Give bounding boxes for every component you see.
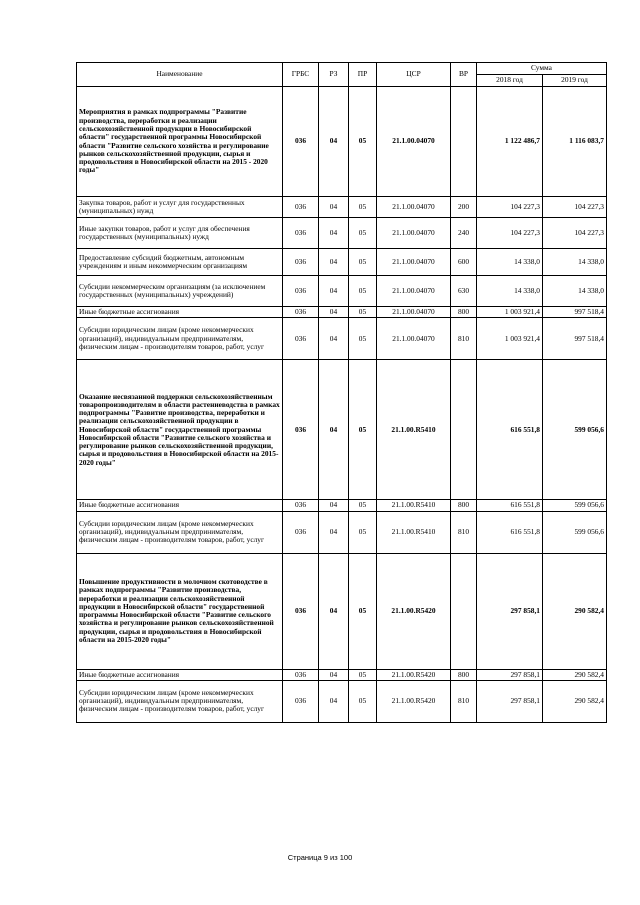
row-rz: 04 [319, 680, 349, 722]
page-number: Страница 9 из 100 [287, 853, 353, 862]
row-csr: 21.1.00.R5420 [377, 669, 451, 680]
row-sum-2018: 14 338,0 [477, 276, 543, 307]
row-sum-2018: 297 858,1 [477, 553, 543, 669]
row-sum-2019: 599 056,6 [543, 511, 607, 553]
row-rz: 04 [319, 318, 349, 360]
row-csr: 21.1.00.04070 [377, 318, 451, 360]
row-csr: 21.1.00.04070 [377, 87, 451, 197]
table-body [77, 87, 607, 723]
row-pr: 05 [349, 511, 377, 553]
row-csr: 21.1.00.04070 [377, 218, 451, 249]
row-rz: 04 [319, 276, 349, 307]
row-sum-2018: 1 122 486,7 [477, 87, 543, 197]
row-grbs: 036 [283, 218, 319, 249]
row-vr: 810 [451, 511, 477, 553]
row-vr: 800 [451, 669, 477, 680]
row-vr: 810 [451, 680, 477, 722]
table-row [77, 360, 607, 500]
row-name: Закупка товаров, работ и услуг для государственных (муниципальных) нужд [77, 197, 283, 218]
row-grbs: 036 [283, 360, 319, 500]
row-rz: 04 [319, 307, 349, 318]
row-grbs: 036 [283, 307, 319, 318]
row-sum-2018: 104 227,3 [477, 197, 543, 218]
row-grbs: 036 [283, 276, 319, 307]
row-name: Субсидии некоммерческим организациям (за исключением государственных (муниципальных) учреждений) [77, 276, 283, 307]
header-csr: ЦСР [377, 63, 451, 87]
row-rz: 04 [319, 87, 349, 197]
row-rz: 04 [319, 249, 349, 276]
table-row [77, 680, 607, 722]
row-sum-2018: 616 551,8 [477, 511, 543, 553]
row-grbs: 036 [283, 87, 319, 197]
row-grbs: 036 [283, 249, 319, 276]
row-grbs: 036 [283, 318, 319, 360]
row-sum-2019: 1 116 083,7 [543, 87, 607, 197]
row-pr: 05 [349, 680, 377, 722]
table-row [77, 553, 607, 669]
row-sum-2018: 104 227,3 [477, 218, 543, 249]
row-vr: 600 [451, 249, 477, 276]
table-row [77, 318, 607, 360]
row-vr: 800 [451, 500, 477, 511]
table-row [77, 276, 607, 307]
row-vr [451, 553, 477, 669]
row-rz: 04 [319, 553, 349, 669]
row-grbs: 036 [283, 511, 319, 553]
row-name: Иные бюджетные ассигнования [77, 307, 283, 318]
row-name: Повышение продуктивности в молочном скотоводстве в рамках подпрограммы "Развитие производства, переработки и реализации сельскохозяйственной продукции в Новосибирской области" государственной программы Новосибирской области "Развитие сельского хозяйства и регулирование рынков сельскохозяйственной продукции, сырья и продовольствия в Новосибирской области на 2015-2020 годы" [77, 553, 283, 669]
row-rz: 04 [319, 197, 349, 218]
header-rz: РЗ [319, 63, 349, 87]
row-rz: 04 [319, 500, 349, 511]
row-sum-2019: 599 056,6 [543, 500, 607, 511]
row-pr: 05 [349, 307, 377, 318]
row-sum-2019: 290 582,4 [543, 553, 607, 669]
row-vr [451, 87, 477, 197]
row-vr: 200 [451, 197, 477, 218]
row-vr: 800 [451, 307, 477, 318]
row-csr: 21.1.00.R5410 [377, 500, 451, 511]
header-sum: Сумма [477, 63, 607, 75]
row-pr: 05 [349, 218, 377, 249]
row-name: Мероприятия в рамках подпрограммы "Развитие производства, переработки и реализации сельскохозяйственной продукции в Новосибирской области" государственной программы Новосибирской области "Развитие сельского хозяйства и регулирование рынков сельскохозяйственной продукции, сырья и продовольствия в Новосибирской области на 2015 - 2020 годы" [77, 87, 283, 197]
row-grbs: 036 [283, 500, 319, 511]
row-grbs: 036 [283, 669, 319, 680]
row-sum-2019: 599 056,6 [543, 360, 607, 500]
row-sum-2019: 997 518,4 [543, 318, 607, 360]
header-vr: ВР [451, 63, 477, 87]
row-rz: 04 [319, 218, 349, 249]
header-grbs: ГРБС [283, 63, 319, 87]
row-name: Субсидии юридическим лицам (кроме некоммерческих организаций), индивидуальным предпринимателям, физическим лицам - производителям товаров, работ, услуг [77, 318, 283, 360]
table-row [77, 511, 607, 553]
row-vr: 630 [451, 276, 477, 307]
row-csr: 21.1.00.R5420 [377, 553, 451, 669]
row-name: Субсидии юридическим лицам (кроме некоммерческих организаций), индивидуальным предпринимателям, физическим лицам - производителям товаров, работ, услуг [77, 680, 283, 722]
row-sum-2019: 997 518,4 [543, 307, 607, 318]
row-pr: 05 [349, 669, 377, 680]
row-pr: 05 [349, 249, 377, 276]
row-sum-2018: 14 338,0 [477, 249, 543, 276]
row-rz: 04 [319, 511, 349, 553]
row-name: Иные закупки товаров, работ и услуг для обеспечения государственных (муниципальных) нужд [77, 218, 283, 249]
row-pr: 05 [349, 276, 377, 307]
row-grbs: 036 [283, 680, 319, 722]
header-2019: 2019 год [543, 75, 607, 87]
row-sum-2018: 1 003 921,4 [477, 307, 543, 318]
header-name: Наименование [77, 63, 283, 87]
table-row [77, 249, 607, 276]
row-rz: 04 [319, 669, 349, 680]
row-pr: 05 [349, 318, 377, 360]
row-csr: 21.1.00.04070 [377, 197, 451, 218]
row-name: Оказание несвязанной поддержки сельскохозяйственным товаропроизводителям в области растениеводства в рамках подпрограммы "Развитие производства, переработки и реализации сельскохозяйственной продукции в Новосибирской области" государственной программы Новосибирской области "Развитие сельского хозяйства и регулирование рынков сельскохозяйственной продукции, сырья и продовольствия в Новосибирской области на 2015-2020 годы" [77, 360, 283, 500]
row-pr: 05 [349, 87, 377, 197]
table-header [77, 63, 607, 87]
header-pr: ПР [349, 63, 377, 87]
budget-table [76, 62, 607, 723]
table-row [77, 500, 607, 511]
table-row [77, 87, 607, 197]
row-csr: 21.1.00.R5410 [377, 360, 451, 500]
row-pr: 05 [349, 197, 377, 218]
row-sum-2019: 290 582,4 [543, 669, 607, 680]
row-sum-2019: 14 338,0 [543, 249, 607, 276]
row-rz: 04 [319, 360, 349, 500]
row-vr: 810 [451, 318, 477, 360]
table-row [77, 307, 607, 318]
row-vr [451, 360, 477, 500]
row-pr: 05 [349, 360, 377, 500]
row-pr: 05 [349, 553, 377, 669]
row-sum-2018: 1 003 921,4 [477, 318, 543, 360]
table-row [77, 218, 607, 249]
row-csr: 21.1.00.R5420 [377, 680, 451, 722]
row-sum-2019: 14 338,0 [543, 276, 607, 307]
row-csr: 21.1.00.04070 [377, 276, 451, 307]
row-name: Предоставление субсидий бюджетным, автономным учреждениям и иным некоммерческим организациям [77, 249, 283, 276]
row-csr: 21.1.00.04070 [377, 249, 451, 276]
row-sum-2018: 616 551,8 [477, 360, 543, 500]
row-pr: 05 [349, 500, 377, 511]
row-name: Иные бюджетные ассигнования [77, 500, 283, 511]
row-vr: 240 [451, 218, 477, 249]
row-csr: 21.1.00.R5410 [377, 511, 451, 553]
row-name: Иные бюджетные ассигнования [77, 669, 283, 680]
row-sum-2018: 297 858,1 [477, 669, 543, 680]
row-grbs: 036 [283, 553, 319, 669]
table-row [77, 197, 607, 218]
row-sum-2019: 104 227,3 [543, 218, 607, 249]
row-csr: 21.1.00.04070 [377, 307, 451, 318]
table-row [77, 669, 607, 680]
row-grbs: 036 [283, 197, 319, 218]
row-sum-2019: 104 227,3 [543, 197, 607, 218]
row-sum-2018: 616 551,8 [477, 500, 543, 511]
header-2018: 2018 год [477, 75, 543, 87]
row-name: Субсидии юридическим лицам (кроме некоммерческих организаций), индивидуальным предпринимателям, физическим лицам - производителям товаров, работ, услуг [77, 511, 283, 553]
row-sum-2019: 290 582,4 [543, 680, 607, 722]
row-sum-2018: 297 858,1 [477, 680, 543, 722]
